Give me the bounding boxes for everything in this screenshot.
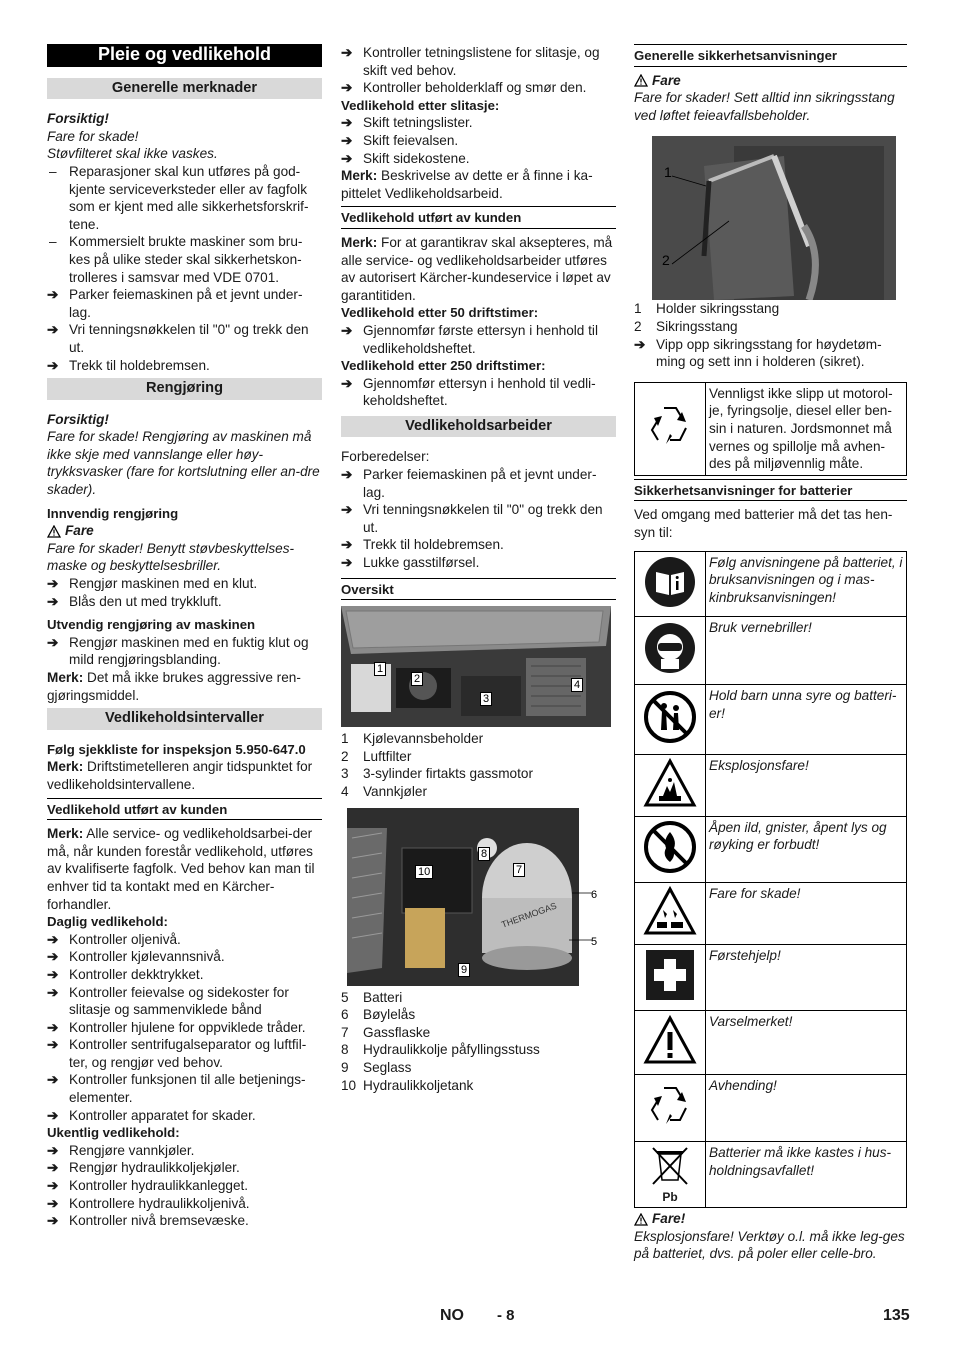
table-row: Åpen ild, gnister, åpent lys og røyking er forbudt! [635, 816, 907, 882]
arrow-icon: ➔ [341, 150, 353, 166]
gas-tank-photo [347, 808, 607, 986]
arrow-icon: ➔ [341, 80, 353, 96]
corrosive-icon [635, 882, 706, 944]
arrow-icon: ➔ [47, 1178, 59, 1194]
section-heading-intervals: Vedlikeholdsintervaller [47, 708, 322, 730]
list-item: ➔ Kontroller funksjonen til alle betjenings-elementer. [47, 1072, 306, 1106]
column-2 [341, 44, 616, 1094]
list-item: 1 Holder sikringsstang [634, 301, 780, 317]
no-bin-pb-icon: Pb [635, 1142, 706, 1208]
list-item: ➔ Vri tenningsnøkkelen til "0" og trekk den ut. [47, 322, 309, 355]
list-item: 9 Seglass [341, 1059, 412, 1075]
arrow-icon: ➔ [47, 984, 59, 1000]
step-list [47, 931, 322, 1125]
subheading-250h: Vedlikehold etter 250 driftstimer: [341, 358, 546, 374]
callout-4: 4 [571, 678, 583, 692]
arrow-icon: ➔ [47, 593, 59, 609]
arrow-icon: ➔ [341, 132, 353, 148]
callout-7: 7 [513, 863, 525, 877]
arrow-icon: ➔ [47, 357, 59, 373]
subheading-weekly: Ukentlig vedlikehold: [47, 1125, 180, 1141]
svg-text:THERMOGAS: THERMOGAS [500, 900, 558, 930]
arrow-icon: ➔ [47, 634, 59, 650]
list-item: ➔ Skift feievalsen. [341, 132, 459, 148]
danger-text: Eksplosjonsfare! Verktøy o.l. må ikke leg-ges på batteriet, dvs. på poler eller celle-bro. [634, 1228, 905, 1262]
list-item: 1 Kjølevannsbeholder [341, 731, 484, 747]
caution-text: Fare for skade! [47, 128, 139, 144]
subheading-50h: Vedlikehold etter 50 driftstimer: [341, 305, 539, 321]
danger-line: Fare! [634, 1210, 907, 1228]
list-item: ➔ Kontroller tetningslistene for slitasje, og skift ved behov. [341, 45, 600, 78]
callout-8: 8 [478, 847, 490, 861]
arrow-icon: ➔ [47, 949, 59, 965]
subheading-inner-cleaning: Innvendig rengjøring [47, 505, 179, 521]
step-list [47, 1142, 322, 1230]
list-item: ➔ Gjennomfør første ettersyn i henhold til vedlikeholdsheftet. [341, 322, 598, 356]
gas-tank-illustration [347, 808, 607, 986]
step-list [47, 575, 322, 610]
list-item: ➔ Trekk til holdebremsen. [47, 357, 210, 373]
list-item: ➔ Kontroller feievalse og sidekoster for slitasje og sammenviklede bånd [47, 984, 289, 1018]
list-item: 5 Batteri [341, 989, 403, 1005]
note: Merk: Driftstimetelleren angir tidspunktet for vedlikeholdsintervallene. [47, 759, 313, 792]
callout-10: 10 [415, 865, 433, 879]
list-item: ➔ Lukke gasstilførsel. [341, 555, 480, 571]
list-item: ➔ Rengjør maskinen med en fuktig klut og mild rengjøringsblanding. [47, 634, 309, 668]
subheading-daily: Daglig vedlikehold: [47, 914, 168, 930]
list-item: ➔ Kontroller beholderklaff og smør den. [341, 80, 587, 96]
arrow-icon: ➔ [47, 966, 59, 982]
table-row: Bruk vernebriller! [635, 617, 907, 685]
warning-triangle-icon [47, 525, 61, 538]
list-item: ➔ Parker feiemaskinen på et jevnt under-lag. [47, 287, 303, 320]
list-item: ➔ Kontrollere hydraulikkoljenivå. [47, 1195, 250, 1211]
arrow-icon: ➔ [47, 1037, 59, 1053]
arrow-icon: ➔ [341, 45, 353, 60]
list-item: ➔ Kontroller nivå bremsevæske. [47, 1213, 249, 1229]
arrow-icon: ➔ [47, 322, 59, 338]
arrow-icon: ➔ [47, 576, 59, 592]
list-item: 8 Hydraulikkolje påfyllingsstuss [341, 1042, 540, 1058]
arrow-icon: ➔ [341, 502, 353, 518]
danger-line: Fare [634, 72, 907, 90]
arrow-icon: ➔ [47, 287, 59, 303]
table-row: Fare for skade! [635, 882, 907, 944]
footer-page: - 8 [497, 1307, 515, 1324]
no-fire-icon [635, 816, 706, 882]
list-item: ➔ Skift sidekostene. [341, 150, 470, 166]
table-row: Hold barn unna syre og batteri-er! [635, 685, 907, 755]
list-item: ➔ Rengjør hydraulikkoljekjøler. [47, 1160, 240, 1176]
no-children-icon [635, 685, 706, 755]
list-item: ➔ Parker feiemaskinen på et jevnt under-lag. [341, 467, 597, 500]
warning-icon [635, 1010, 706, 1074]
step-list [47, 634, 322, 669]
list-item: ➔ Skift tetningslister. [341, 115, 473, 131]
subheading-battery-safety: Sikkerhetsanvisninger for batterier [634, 479, 907, 502]
list-item: 10 Hydraulikkoljetank [341, 1077, 474, 1093]
list-item: ➔ Kontroller oljenivå. [47, 931, 181, 947]
note: Merk: Beskrivelse av dette er å finne i ka-pittelet Vedlikeholdsarbeid. [341, 168, 593, 201]
subheading-wear: Vedlikehold etter slitasje: [341, 97, 500, 113]
list-item: ➔ Trekk til holdebremsen. [341, 537, 504, 553]
table-row: Varselmerket! [635, 1010, 907, 1074]
arrow-icon: ➔ [47, 1019, 59, 1035]
arrow-icon: ➔ [47, 1213, 59, 1229]
arrow-icon: ➔ [47, 1107, 59, 1123]
list-item: ➔ Gjennomfør ettersyn i henhold til vedli-keholdsheftet. [341, 375, 596, 409]
battery-symbols-table [634, 551, 907, 1209]
battery-intro: Ved omgang med batterier må det tas hen-syn til: [634, 507, 893, 540]
danger-line: Fare [47, 522, 322, 540]
arrow-icon: ➔ [341, 375, 353, 391]
step-list [47, 286, 322, 374]
danger-text: Fare for skader! Sett alltid inn sikringsstang ved løftet feieavfallsbeholder. [634, 90, 895, 123]
arrow-icon: ➔ [47, 1195, 59, 1211]
dash-list [47, 163, 322, 286]
note: Merk: Alle service- og vedlikeholdsarbei-der må, når kunden forestår vedlikehold, utføres av kvalifiserte fagfolk. Ved behov kan man til enhver tid ta kontakt med en Kärcher-forhandler. [47, 826, 315, 912]
page-title: Pleie og vedlikehold [47, 44, 322, 67]
caution-text: Fare for skade! Rengjøring av maskinen må ikke skje med vannslange eller høy-trykksvasker (fare for kortslutning eller an-dre skader). [47, 429, 320, 498]
callout-2: 2 [662, 252, 670, 269]
list-item: – Reparasjoner skal kun utføres på god-kjente serviceverksteder eller av fagfolk som er kjent med alle sikkerhetsforskrif-tene. [49, 163, 309, 232]
column-1 [47, 44, 322, 1230]
arrow-icon: ➔ [341, 467, 353, 483]
list-item: 4 Vannkjøler [341, 784, 427, 799]
list-item: ➔ Kontroller sentrifugalseparator og luftfil-ter, og rengjør ved behov. [47, 1037, 307, 1070]
caution-label: Forsiktig! [47, 111, 109, 127]
callout-1: 1 [374, 662, 386, 676]
subheading-overview: Oversikt [341, 578, 616, 601]
subheading-outer-cleaning: Utvendig rengjøring av maskinen [47, 617, 256, 633]
footer-page-number: 135 [883, 1307, 910, 1324]
safety-rod-photo [634, 136, 896, 300]
recycle-icon [635, 382, 706, 475]
note: Merk: For at garantikrav skal aksepteres, må alle service- og vedlikeholdsarbeider utføres av autorisert Kärcher-kundeservice i løpet av garantitiden. [341, 234, 613, 303]
caution-label: Forsiktig! [47, 411, 109, 427]
list-item: ➔ Vri tenningsnøkkelen til "0" og trekk den ut. [341, 502, 603, 535]
environment-table [634, 382, 907, 476]
engine-photo [341, 606, 611, 727]
callout-2: 2 [411, 672, 423, 686]
footer-language: NO [440, 1307, 464, 1324]
explosion-icon [635, 755, 706, 817]
table-row: Følg anvisningene på batteriet, i bruksanvisningen og i mas-kinbruksanvisningen! [635, 551, 907, 617]
callout-5: 5 [591, 935, 598, 948]
step-list [341, 322, 616, 357]
arrow-icon: ➔ [47, 931, 59, 947]
warning-triangle-icon [634, 74, 648, 87]
arrow-icon: ➔ [47, 1160, 59, 1176]
table-row: Pb Batterier må ikke kastes i hus-holdningsavfallet! [635, 1142, 907, 1208]
goggles-icon [635, 617, 706, 685]
list-item: ➔ Kontroller apparatet for skader. [47, 1107, 256, 1123]
list-item: 2 Sikringsstang [634, 318, 738, 334]
list-item: ➔ Vipp opp sikringsstang for høydetøm-ming og sett inn i holderen (sikret). [634, 336, 882, 370]
step-list [634, 336, 907, 371]
table-row: Eksplosjonsfare! [635, 755, 907, 817]
table-row: Førstehjelp! [635, 944, 907, 1010]
subheading-customer-maintenance: Vedlikehold utført av kunden [341, 206, 616, 229]
table-row [635, 382, 907, 475]
note: Merk: Det må ikke brukes aggressive ren-gjøringsmiddel. [47, 670, 301, 703]
legend-list [634, 300, 907, 335]
step-list [341, 44, 616, 97]
column-3 [634, 44, 907, 1263]
list-item: – Kommersielt brukte maskiner som bru-kes på ulike steder skal sikkerhetskon-trolleres i samsvar med VDE 0701. [49, 234, 303, 285]
list-item: ➔ Kontroller hydraulikkanlegget. [47, 1178, 249, 1194]
recycle-icon [635, 1074, 706, 1142]
danger-text: Fare for skader! Benytt støvbeskyttelses-maske og beskyttelsesbriller. [47, 540, 295, 574]
subheading-general-safety: Generelle sikkerhetsanvisninger [634, 44, 907, 67]
arrow-icon: ➔ [341, 537, 353, 553]
list-item: 7 Gassflaske [341, 1024, 431, 1040]
checklist-ref: Følg sjekkliste for inspeksjon 5.950-647.0 [47, 741, 306, 757]
arrow-icon: ➔ [47, 1072, 59, 1088]
section-heading-cleaning: Rengjøring [47, 378, 322, 400]
callout-6: 6 [591, 888, 598, 901]
arrow-icon: ➔ [341, 322, 353, 338]
callout-9: 9 [458, 963, 470, 977]
callout-1: 1 [664, 164, 672, 181]
arrow-icon: ➔ [341, 555, 353, 571]
step-list [341, 466, 616, 572]
list-item: 3 3-sylinder firtakts gassmotor [341, 766, 533, 782]
environment-text: Vennligst ikke slipp ut motorol-je, fyringsolje, diesel eller ben-sin i naturen. Jordsmonnet må vernes og spillolje må avhen-des på miljøvennlig måte. [706, 382, 907, 475]
list-item: 6 Bøylelås [341, 1007, 416, 1023]
subheading-customer-maintenance: Vedlikehold utført av kunden [47, 798, 322, 821]
list-item: ➔ Kontroller hjulene for oppviklede tråder. [47, 1019, 306, 1035]
prep-label: Forberedelser: [341, 449, 430, 465]
list-item: ➔ Kontroller dekktrykket. [47, 966, 204, 982]
step-list [341, 375, 616, 410]
legend-list [341, 730, 616, 800]
list-item: ➔ Blås den ut med trykkluft. [47, 593, 222, 609]
arrow-icon: ➔ [341, 115, 353, 131]
arrow-icon: ➔ [47, 1142, 59, 1158]
step-list [341, 114, 616, 167]
manual-info-icon [635, 551, 706, 617]
safety-rod-illustration [634, 136, 896, 300]
list-item: ➔ Kontroller kjølevannsnivå. [47, 949, 225, 965]
arrow-icon: ➔ [634, 336, 646, 352]
table-row: Avhending! [635, 1074, 907, 1142]
list-item: ➔ Rengjøre vannkjøler. [47, 1142, 195, 1158]
section-heading-general: Generelle merknader [47, 78, 322, 100]
first-aid-icon [635, 944, 706, 1010]
list-item: 2 Luftfilter [341, 748, 412, 764]
callout-3: 3 [480, 692, 492, 706]
section-heading-maintenance-work: Vedlikeholdsarbeider [341, 416, 616, 438]
legend-list [341, 989, 616, 1095]
caution-text: Støvfilteret skal ikke vaskes. [47, 146, 218, 162]
list-item: ➔ Rengjør maskinen med en klut. [47, 576, 258, 592]
warning-triangle-icon [634, 1213, 648, 1226]
